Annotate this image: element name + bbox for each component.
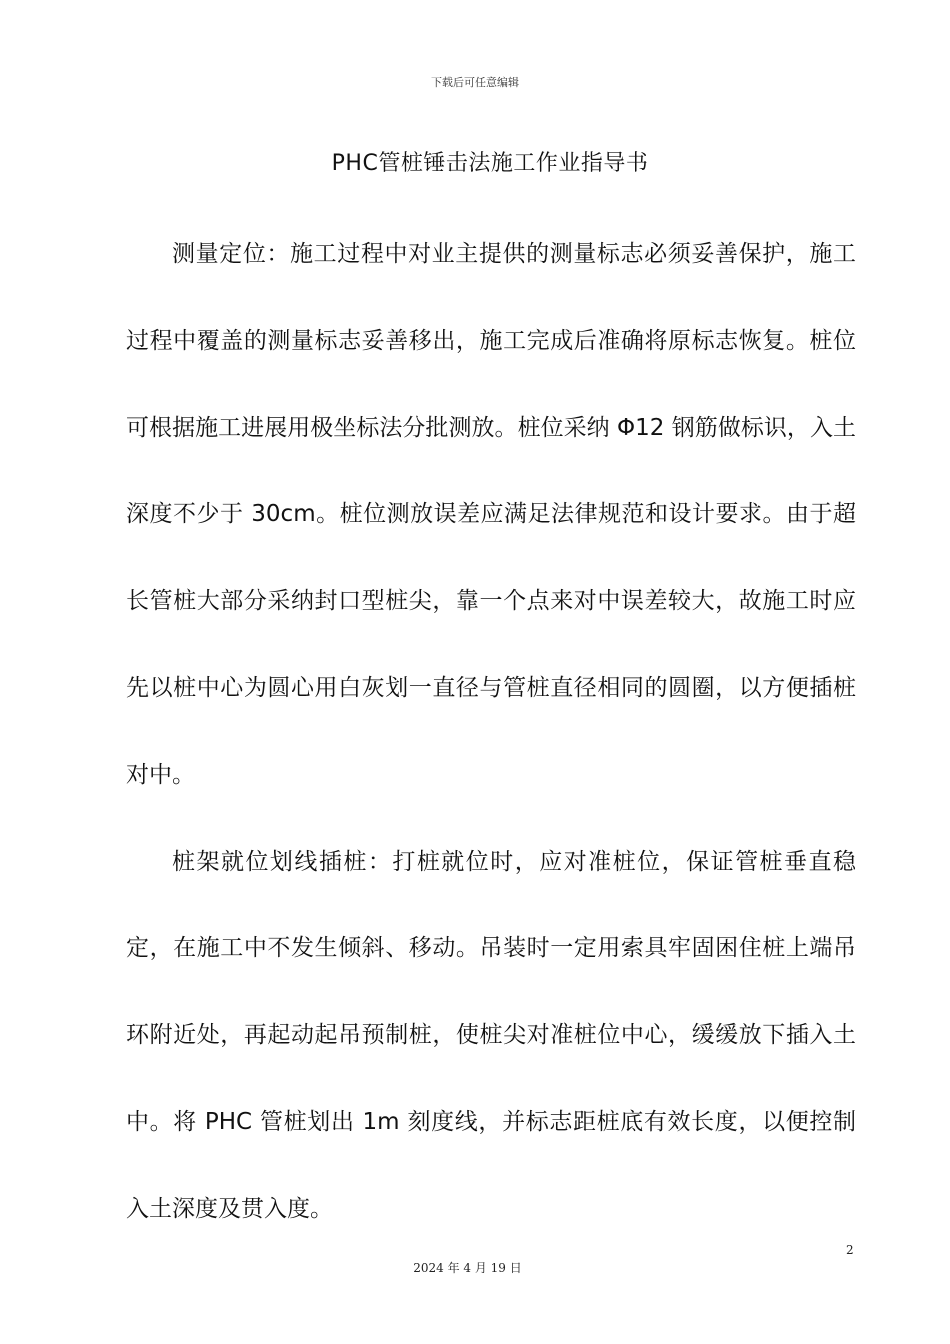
document-body: [126, 211, 856, 1253]
header-note: 下载后可任意编辑: [431, 76, 519, 89]
footer-date: 2024 年 4 月 19 日: [413, 1261, 522, 1275]
page-number: 2: [846, 1243, 854, 1257]
paragraph-survey-positioning: 测量定位：施工过程中对业主提供的测量标志必须妥善保护，施工过程中覆盖的测量标志妥善移出，施工完成后准确将原标志恢复。桩位可根据施工进展用极坐标法分批测放。桩位采纳 Φ12 钢筋做标识，入土深度不少于 30cm。桩位测放误差应满足法律规范和设计要求。由于超长管桩大部分采纳封口型桩尖，靠一个点来对中误差较大，故施工时应先以桩中心为圆心用白灰划一直径与管桩直径相同的圆圈，以方便插桩对中。: [126, 241, 856, 788]
document-title: PHC管桩锤击法施工作业指导书: [331, 151, 649, 176]
paragraph-pile-frame-positioning: 桩架就位划线插桩：打桩就位时，应对准桩位，保证管桩垂直稳定，在施工中不发生倾斜、移动。吊装时一定用索具牢固困住桩上端吊环附近处，再起动起吊预制桩，使桩尖对准桩位中心，缓缓放下插入土中。将 PHC 管桩划出 1m 刻度线，并标志距桩底有效长度，以便控制入土深度及贯入度。: [126, 848, 856, 1222]
